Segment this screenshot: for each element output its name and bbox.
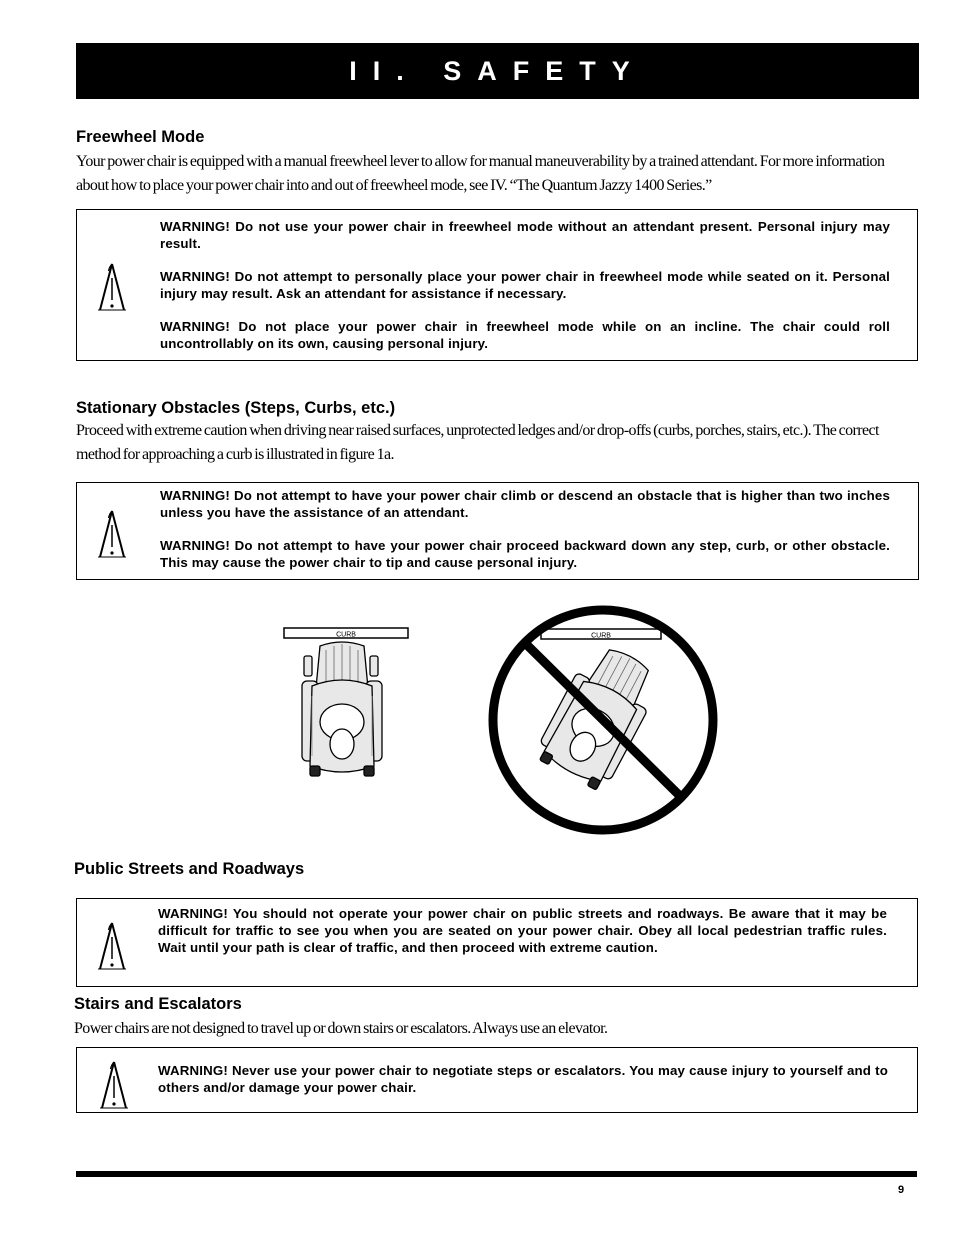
page-title: II. SAFETY — [76, 43, 919, 99]
stairs-warning-text — [158, 1062, 888, 1096]
warning-text: WARNING! Do not use your power chair in freewheel mode without an attendant present. Personal injury may result. — [160, 219, 890, 251]
obstacles-heading: Stationary Obstacles (Steps, Curbs, etc.) — [76, 399, 396, 417]
warning-text: WARNING! Do not place your power chair in freewheel mode while on an incline. The chair could roll uncontrollably on its own, causing personal injury. — [160, 319, 890, 351]
warning-text: WARNING! You should not operate your power chair on public streets and roadways. Be aware that it may be difficult for traffic to see you when you are seated on your power chair. Obey all local pedestrian traffic rules. Wait until your path is clear of traffic, and then proceed with extreme caution. — [158, 906, 887, 955]
freewheel-warning-text — [160, 218, 890, 352]
obstacles-body: Proceed with extreme caution when driving near raised surfaces, unprotected ledges and/or drop-offs (curbs, porches, stairs, etc.). The correct method for approaching a curb is illustrated in figure 1a. — [76, 422, 879, 463]
warning-text: WARNING! Never use your power chair to negotiate steps or escalators. You may cause injury to yourself and to others and/or damage your power chair. — [158, 1063, 888, 1095]
wheelchair-illustration — [302, 642, 382, 776]
freewheel-heading: Freewheel Mode — [76, 128, 205, 146]
warning-text: WARNING! Do not attempt to have your power chair climb or descend an obstacle that is higher than two inches unless you have the assistance of an attendant. — [160, 488, 890, 520]
curb-label: CURB — [591, 632, 611, 640]
freewheel-body: Your power chair is equipped with a manual freewheel lever to allow for manual maneuverability by a trained attendant. For more information about how to place your power chair into and out of freewheel mode, see IV. “The Quantum Jazzy 1400 Series.” — [76, 153, 885, 194]
figure-correct-curb-approach — [282, 626, 412, 786]
curb-label: CURB — [336, 631, 356, 639]
obstacles-warning-text — [160, 487, 890, 571]
stairs-warning-box — [76, 1047, 918, 1113]
footer-rule — [76, 1171, 917, 1177]
prohibition-icon — [493, 610, 713, 830]
streets-heading: Public Streets and Roadways — [74, 860, 305, 878]
freewheel-warning-box — [76, 209, 918, 361]
warning-triangle-icon — [98, 262, 126, 312]
figure-incorrect-curb-approach — [486, 602, 720, 838]
warning-triangle-icon — [100, 1060, 128, 1110]
obstacles-warning-box — [76, 482, 919, 580]
streets-warning-box — [76, 898, 918, 987]
warning-triangle-icon — [98, 509, 126, 559]
stairs-body: Power chairs are not designed to travel up or down stairs or escalators. Always use an elevator. — [74, 1020, 608, 1037]
warning-text: WARNING! Do not attempt to personally place your power chair in freewheel mode while seated on it. Personal injury may result. Ask an attendant for assistance if necessary. — [160, 269, 890, 301]
stairs-heading: Stairs and Escalators — [74, 995, 242, 1013]
warning-triangle-icon — [98, 921, 126, 971]
warning-text: WARNING! Do not attempt to have your power chair proceed backward down any step, curb, or other obstacle. This may cause the power chair to tip and cause personal injury. — [160, 538, 890, 570]
page-number: 9 — [898, 1184, 905, 1196]
streets-warning-text — [158, 905, 887, 956]
